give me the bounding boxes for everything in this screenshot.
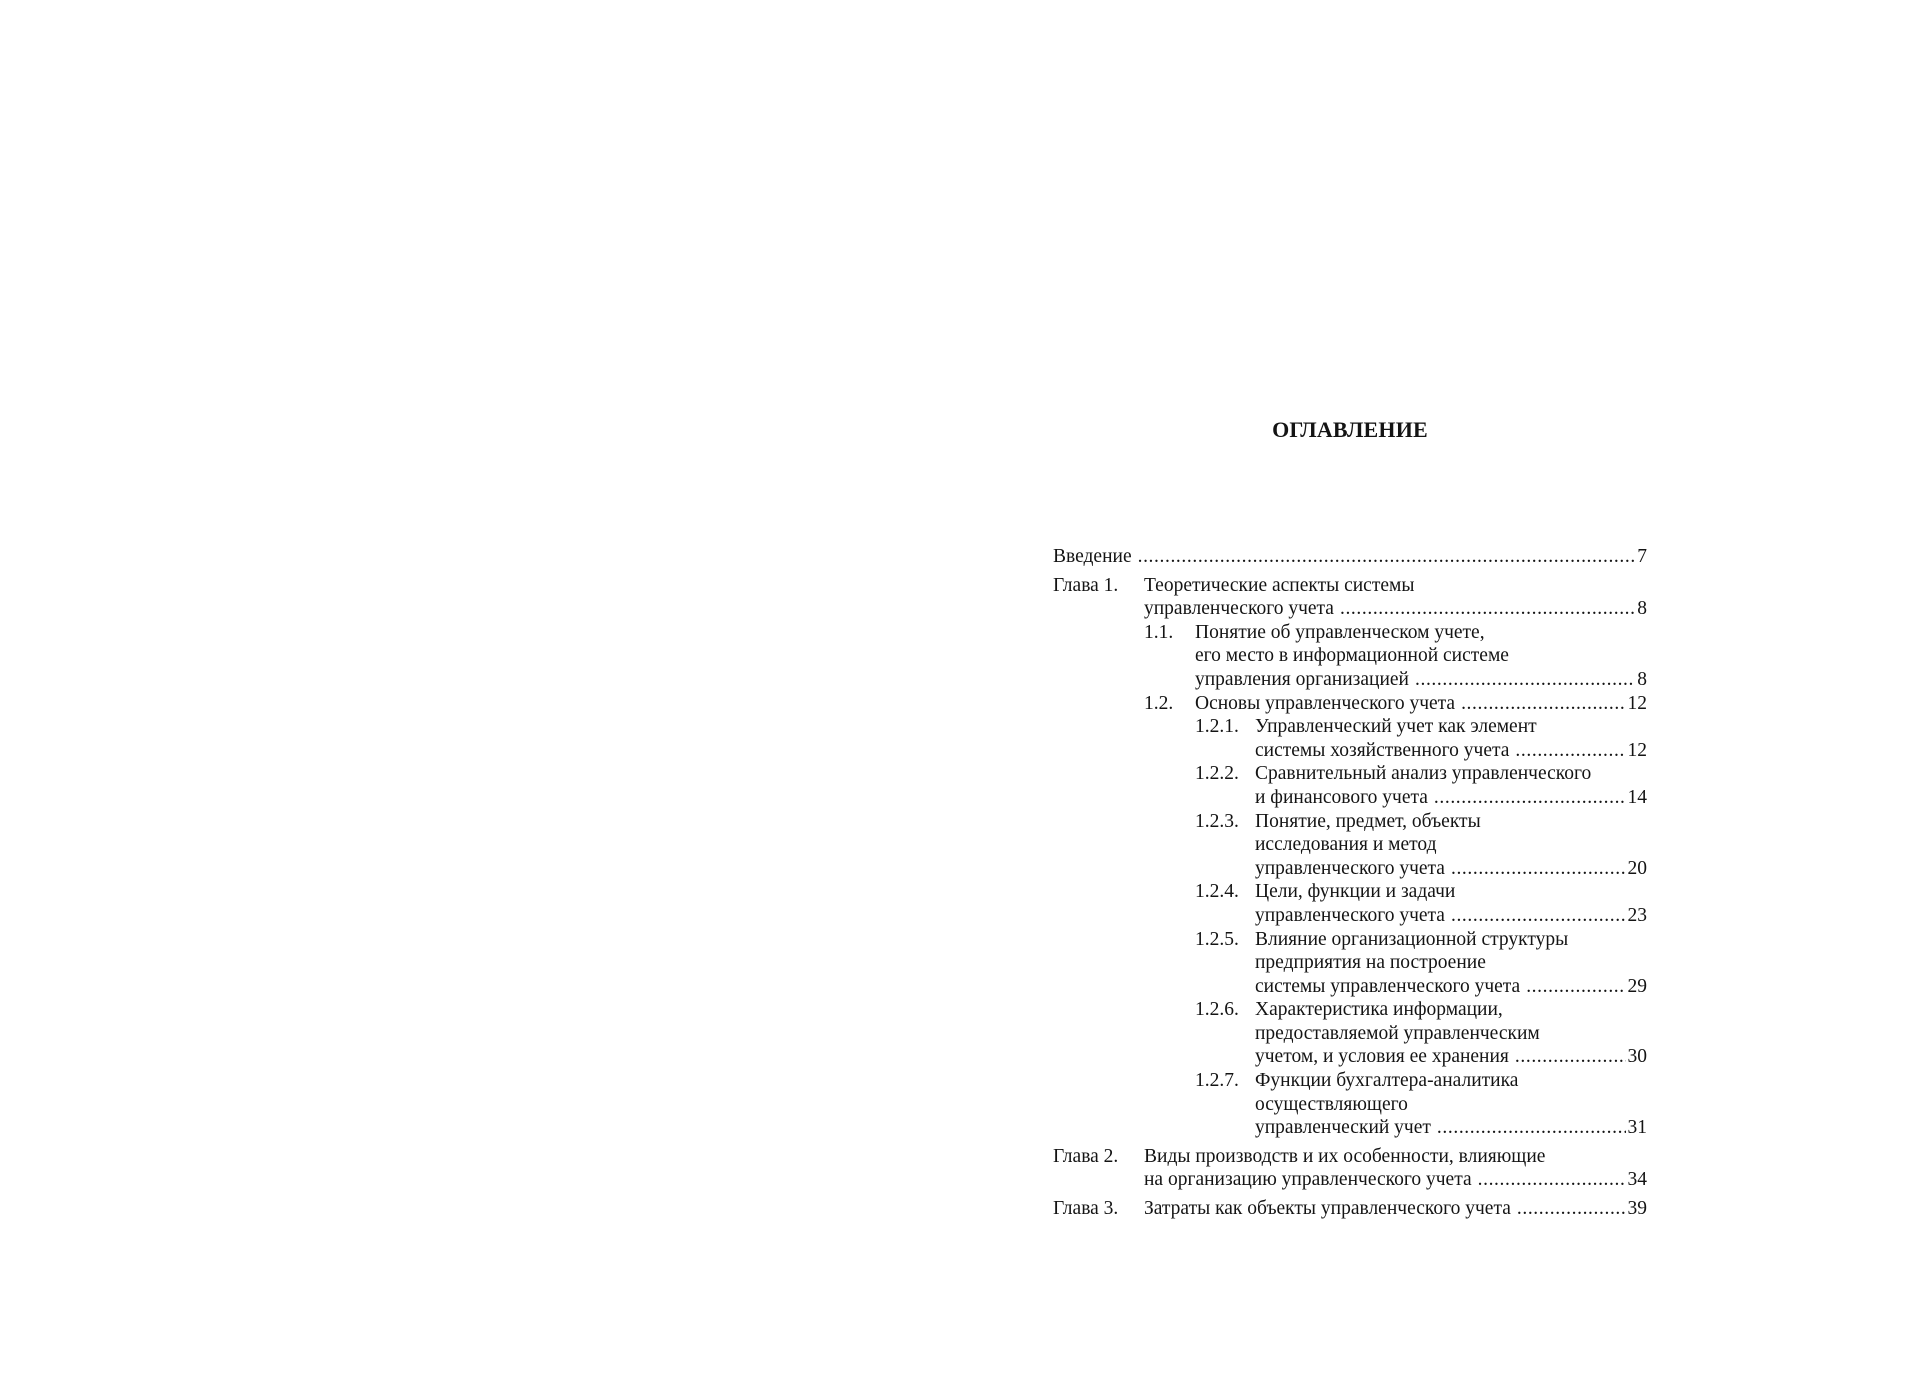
dot-leader xyxy=(1434,786,1626,810)
toc-entry-line: Цели, функции и задачи xyxy=(1255,881,1456,903)
toc-page-number: 20 xyxy=(1627,857,1647,879)
toc-entry xyxy=(1053,1069,1647,1140)
dot-leader xyxy=(1478,1168,1626,1192)
toc-entry-line xyxy=(1255,857,1647,881)
toc-entry-line-text: управленческий учет xyxy=(1255,1117,1431,1139)
toc-entry-number: 1.2.2. xyxy=(1195,763,1239,785)
toc-entry xyxy=(1053,998,1647,1069)
dot-leader xyxy=(1526,975,1625,999)
toc-entry-number: 1.1. xyxy=(1144,621,1174,643)
dot-leader xyxy=(1340,597,1635,621)
toc-entry-line: Виды производств и их особенности, влияющие xyxy=(1144,1145,1546,1167)
toc-entry-line: Понятие, предмет, объекты xyxy=(1255,810,1481,832)
toc-page-number: 12 xyxy=(1627,692,1647,714)
toc-entry-line: Характеристика информации, xyxy=(1255,999,1503,1021)
toc-entry-line-text: Основы управленческого учета xyxy=(1195,692,1456,714)
toc-entry-number: 1.2.4. xyxy=(1195,881,1239,903)
toc-entry-line: Влияние организационной структуры xyxy=(1255,928,1569,950)
toc-entry-text xyxy=(1255,880,1647,927)
toc-entry-line-text: учетом, и условия ее хранения xyxy=(1255,1046,1509,1068)
toc-entry-line: Управленческий учет как элемент xyxy=(1255,716,1537,738)
toc-entry-line xyxy=(1255,904,1647,928)
toc-entry-number: Глава 2. xyxy=(1053,1145,1119,1167)
toc-entry-line: Функции бухгалтера-аналитика xyxy=(1255,1070,1519,1092)
toc-entry-text xyxy=(1255,810,1647,881)
toc-entry-line xyxy=(1053,545,1647,569)
toc-entry-line xyxy=(1255,786,1647,810)
toc-list xyxy=(1053,545,1647,1221)
toc-entry-number: 1.2. xyxy=(1144,692,1174,714)
toc-entry-line xyxy=(1144,1197,1647,1221)
toc-entry-line xyxy=(1195,692,1647,716)
toc-entry-line: осуществляющего xyxy=(1255,1093,1408,1115)
toc-entry-line-text: управления организацией xyxy=(1195,668,1409,690)
toc-page-number: 23 xyxy=(1627,904,1647,926)
toc-entry-line: его место в информационной системе xyxy=(1195,645,1509,667)
dot-leader xyxy=(1461,692,1625,716)
toc-entry xyxy=(1053,1197,1647,1221)
toc-title: ОГЛАВЛЕНИЕ xyxy=(1272,417,1428,442)
toc-entry-number: Глава 3. xyxy=(1053,1198,1119,1220)
toc-page-number: 14 xyxy=(1627,786,1647,808)
toc-entry-number: 1.2.5. xyxy=(1195,928,1239,950)
toc-entry xyxy=(1053,692,1647,716)
toc-entry-line xyxy=(1144,597,1647,621)
toc-entry xyxy=(1053,810,1647,881)
toc-entry-line-text: на организацию управленческого учета xyxy=(1144,1169,1472,1191)
toc-entry-text xyxy=(1255,998,1647,1069)
toc-entry xyxy=(1053,928,1647,999)
toc-page-number: 29 xyxy=(1627,975,1647,997)
toc-entry-line-text: управленческого учета xyxy=(1144,598,1334,620)
toc-entry xyxy=(1053,574,1647,621)
toc-entry-line xyxy=(1144,1168,1647,1192)
dot-leader xyxy=(1517,1197,1626,1221)
toc-entry-text xyxy=(1144,1145,1647,1192)
toc-entry xyxy=(1053,880,1647,927)
toc-entry-text xyxy=(1144,574,1647,621)
toc-page-number: 8 xyxy=(1637,668,1647,690)
toc-entry-number: 1.2.7. xyxy=(1195,1070,1239,1092)
toc-entry-text xyxy=(1255,1069,1647,1140)
toc-entry-line-text: и финансового учета xyxy=(1255,786,1428,808)
toc-entry-number: 1.2.3. xyxy=(1195,810,1239,832)
dot-leader xyxy=(1515,1045,1626,1069)
dot-leader xyxy=(1451,857,1626,881)
dot-leader xyxy=(1515,739,1625,763)
toc-entry-line xyxy=(1255,975,1647,999)
dot-leader xyxy=(1437,1116,1626,1140)
toc-entry-line-text: системы хозяйственного учета xyxy=(1255,739,1510,761)
toc-entry-number: Глава 1. xyxy=(1053,574,1119,596)
toc-page-number: 39 xyxy=(1627,1198,1647,1220)
toc-entry-text xyxy=(1195,692,1647,716)
toc-entry-text xyxy=(1255,762,1647,809)
toc-page-number: 34 xyxy=(1627,1169,1647,1191)
toc-entry xyxy=(1053,715,1647,762)
toc-entry-line xyxy=(1255,739,1647,763)
toc-entry xyxy=(1053,1145,1647,1192)
toc-entry-text xyxy=(1195,621,1647,692)
toc-entry-line-text: управленческого учета xyxy=(1255,904,1445,926)
toc-entry-line: исследования и метод xyxy=(1255,834,1437,856)
toc-page-number: 7 xyxy=(1637,546,1647,567)
dot-leader xyxy=(1451,904,1626,928)
toc-entry-text xyxy=(1053,545,1647,569)
toc-page-number: 31 xyxy=(1627,1117,1647,1139)
toc-entry-number: 1.2.1. xyxy=(1195,716,1239,738)
toc-entry-line-text: системы управленческого учета xyxy=(1255,975,1521,997)
toc-entry xyxy=(1053,762,1647,809)
toc-entry xyxy=(1053,545,1647,569)
dot-leader xyxy=(1138,545,1636,569)
toc-entry-line-text: управленческого учета xyxy=(1255,857,1445,879)
toc-entry-line: Понятие об управленческом учете, xyxy=(1195,621,1485,643)
toc-entry xyxy=(1053,621,1647,692)
toc-page xyxy=(1053,405,1647,1221)
toc-entry-line: предприятия на построение xyxy=(1255,952,1486,974)
toc-page-number: 30 xyxy=(1627,1046,1647,1068)
toc-entry-text xyxy=(1144,1197,1647,1221)
toc-entry-line xyxy=(1195,668,1647,692)
toc-entry-line xyxy=(1255,1116,1647,1140)
toc-entry-line xyxy=(1255,1045,1647,1069)
toc-entry-line: предоставляемой управленческим xyxy=(1255,1022,1540,1044)
toc-page-number: 8 xyxy=(1637,598,1647,620)
toc-entry-line: Теоретические аспекты системы xyxy=(1144,574,1415,596)
toc-entry-text xyxy=(1255,928,1647,999)
toc-entry-line: Сравнительный анализ управленческого xyxy=(1255,763,1592,785)
toc-entry-line-text: Введение xyxy=(1053,546,1132,567)
toc-entry-text xyxy=(1255,715,1647,762)
toc-page-number: 12 xyxy=(1627,739,1647,761)
toc-entry-number: 1.2.6. xyxy=(1195,999,1239,1021)
toc-entry-line-text: Затраты как объекты управленческого учета xyxy=(1144,1198,1511,1220)
dot-leader xyxy=(1415,668,1635,692)
